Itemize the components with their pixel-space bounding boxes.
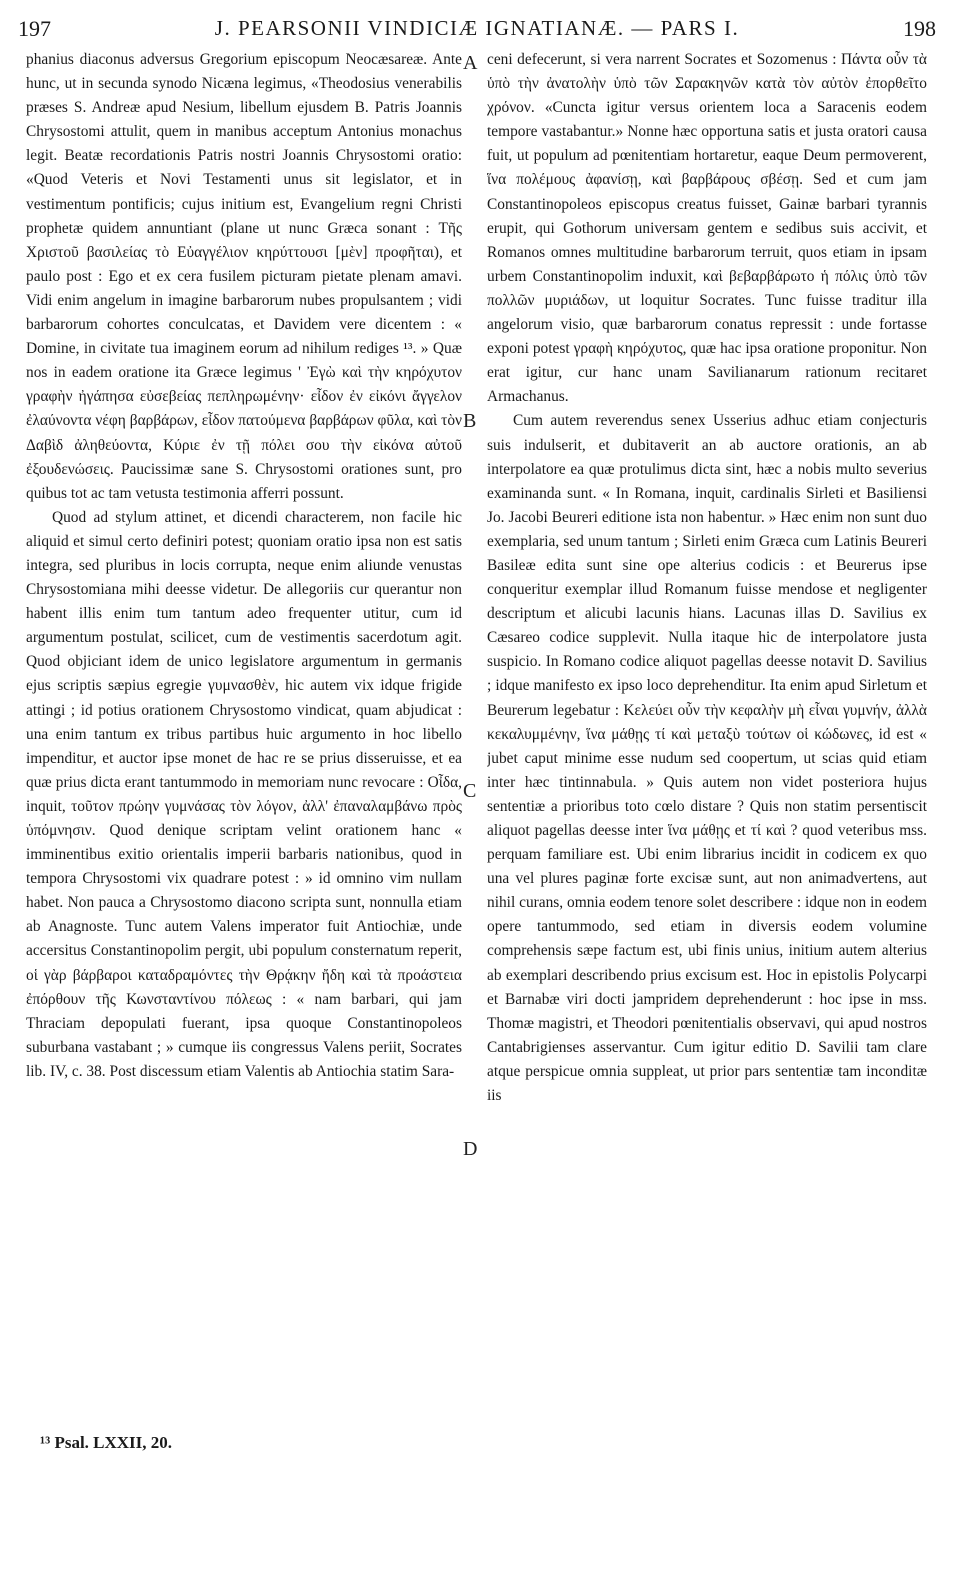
page-number-left: 197 bbox=[18, 16, 51, 41]
running-header bbox=[14, 12, 940, 42]
left-paragraph-1: phanius diaconus adversus Gregorium episcopum Neocæsareæ. Ante hunc, ut in secunda synodo Nicæna legimus, «Theodosius venerabilis præses S. Andreæ apud Nesium, libellum ejusdem B. Patris Joannis Chrysostomi attulit, quem in manibus acceptum Antonius monachus legit. Beatæ recordationis Patris nostri Joannis Chrysostomi oratio: «Quod Veteris et Novi Testamenti unus sit legislator, et in vestimentum pontificis; cujus initium est, Evangelium regni Christi prophetæ quidem annuntiant (plane ut nunc Græca sonant : Τῆς Χριστοῦ βασιλείας τὸ Εὐαγγέλιον κηρύττουσι [μὲν] προφῆται), et paulo post : Ego et ex cera fusilem picturam pietate plenam amavi. Vidi enim angelum in imagine barbarorum nubes propulsantem ; vidi barbarorum cohortes conculcatas, et Davidem vere dicentem : « Domine, in civitate tua imaginem eorum ad nihilum rediges ¹³. » Quæ nos in eadem oratione ita Græce legimus ' Ἐγὼ καὶ τὴν κηρόχυτον γραφὴν ἠγάπησα εὐσεβείας πεπληρωμένην· εἶδον ἐν εἰκόνι ἄγγελον ἐλαύνοντα νέφη βαρβάρων, εἶδον πατούμενα βαρβάρων φῦλα, καὶ τὸν Δαβὶδ ἀληθεύοντα, Κύριε ἐν τῇ πόλει σου τὴν εἰκόνα αὐτοῦ ἐξουδενώσεις. Paucissimæ sane S. Chrysostomi orationes sunt, pro quibus tot ac tam vetusta testimonia afferri possunt. bbox=[26, 51, 462, 502]
section-marker-d: D bbox=[463, 1138, 478, 1160]
footnote: ¹³ Psal. LXXII, 20. bbox=[40, 1433, 173, 1452]
section-marker-b: B bbox=[463, 410, 477, 432]
right-column bbox=[487, 48, 927, 1388]
left-column bbox=[26, 48, 462, 1388]
right-paragraph-1: ceni defecerunt, si vera narrent Socrates et Sozomenus : Πάντα οὖν τὰ ὑπὸ τὴν ἀνατολὴν ὑπὸ τῶν Σαρακηνῶν κατὰ τὸν αὐτὸν ἐπορθεῖτο χρόνον. «Cuncta igitur versus orientem loca a Saracenis eodem tempore vastabantur.» Nonne hæc opportuna satis et justa oratori causa fuit, ut populum ad pœnitentiam hortaretur, eaque Deum permoverent, ἵνα πολέμους ἀφανίσῃ, καὶ βαρβάρους σβέσῃ. Sed et cum jam Constantinopoleos episcopus creatus fuisset, Gainæ barbari tyrannis erupit, qui Gothorum universam gentem e sedibus suis accivit, et Romanos omnes multitudine barbarorum terruit, quos etiam in ipsam urbem Constantinopolim induxit, καὶ βεβαρβάρωτο ἡ πόλις ὑπὸ τῶν πολλῶν μυριάδων, ut loquitur Socrates. Tunc fuisse traditur illa angelorum visio, quæ barbarorum conatus repressit : unde fortasse exponi potest γραφὴ κηρόχυτος, quæ hac ipsa oratione proponitur. Non erat igitur, cur hanc unam Savilianarum rationum recitaret Armachanus. bbox=[487, 51, 927, 406]
section-marker-c: C bbox=[463, 780, 477, 802]
right-paragraph-2: Cum autem reverendus senex Usserius adhuc etiam conjecturis suis indulserit, et dubitaverit an ab auctore orationis, an ab interpolatore ea quæ protulimus dicta sint, hæc a nobis multo severius examinanda sunt. « In Romana, inquit, cardinalis Sirleti et Basiliensi Jo. Jacobi Beureri editione ista non habentur. » Hæc enim non sunt duo exemplaria, sed unum tantum ; Sirleti enim Græca cum Latinis Beureri Basileæ edita sunt sine ope alterius codicis : et Beurerus ipse conqueritur exemplar illud Romanum fuisse mendose et negligenter descriptum et alicubi lacunis hians. Lacunas illas D. Savilius ex Cæsareo codice supplevit. Nulla itaque hic de interpolatore justa suspicio. In Romano codice aliquot pagellas deesse notavit D. Savilius ; idque manifesto ex ipso loco deprehenditur. Ita enim apud Sirletum et Beurerum legebatur : Κελεύει οὖν τὴν κεφαλὴν μὴ εἶναι γυμνήν, ἀλλὰ κεκαλυμμένην, ἵνα μάθῃς τί καὶ μεταξὺ τούτων οἱ κώδωνες, id est « jubet caput minime esse nudum sed coopertum, ut scias quid etiam inter hæc tintinnabula. » Quis autem non videt posteriora hujus sententiæ a prioribus toto cœlo distare ? Quis non statim persentiscit aliquot pagellas deesse inter ἵνα μάθῃς et τί καὶ ? quod veteribus mss. perquam familiare est. Ubi enim librarius incidit in codicem ex quo una vel plures paginæ forte excisæ sunt, aut non animadvertens, aut nihil curans, omnia eodem tenore solet describere : idque non in eodem opere tantummodo, sed etiam in diversis eodem volumine comprehensis sæpe factum est, ubi finis unius, initium autem alterius ab exemplari describendo prius excisum est. Hoc in epistolis Polycarpi et Barnabæ viri docti jampridem deprehenderunt : hoc ipse in mss. Thomæ magistri, et Theodori pœnitentialis observavi, qui apud nostros Cantabrigienses asservantur. Cum igitur editio D. Savilii tam clare atque perspicue omnia suppleat, ut prior pars sententiæ tam inconditæ iis bbox=[487, 412, 927, 1105]
left-paragraph-2: Quod ad stylum attinet, et dicendi characterem, non facile hic aliquid et simul certo definiri potest; quoniam oratio ipsa non est satis integra, sed pluribus in locis corrupta, neque enim aliunde venustas Chrysostomiana mihi deesse videtur. De allegoriis cur querantur non habent illis enim tum tantum adeo frequenter utitur, cum id argumentum postulat, scilicet, cum de vestimentis sacerdotum agit. Quod objiciant idem de unico legislatore argumentum in germanis ejus scriptis sæpius egregie γυμνασθὲν, hic autem vix idque frigide attingi ; id potius orationem Chrysostomo vindicat, quam abjudicat : una enim tantum ex tribus partibus huic argumento in hoc libello impenditur, et auctor ipse monet de hac re se prius disseruisse, et ea quæ prius dicta erant tantummodo in memoriam nunc revocare : Οἶδα, inquit, τοῦτον πρώην γυμνάσας τὸν λόγον, ἀλλ' ἐπαναλαμβάνω πρὸς ὑπόμνησιν. Quod denique scriptam velint orationem hanc « imminentibus exitio orientalis imperii barbaris nationibus, quod in tempora Chrysostomi vix quadrare potest : » id omnino vim nullam habet. Non pauca a Chrysostomo diacono scripta sunt, nonnulla etiam ab Anagnoste. Tunc autem Valens imperator fuit Antiochiæ, unde accersitus Constantinopolim pergit, ubi populum consternatum reperit, οἱ γὰρ βάρβαροι καταδραμόντες τὴν Θρᾴκην ἤδη καὶ τὰ προάστεια ἐπόρθουν τῆς Κωνσταντίνου πόλεως : « nam barbari, qui jam Thraciam depopulati fuerant, ipsa quoque Constantinopoleos suburbana vastabant ; » cumque iis congressus Valens periit, Socrates lib. IV, c. 38. Post discessum etiam Valentis ab Antiochia statim Sara- bbox=[26, 508, 462, 1080]
page-number-right: 198 bbox=[903, 16, 936, 41]
section-marker-a: A bbox=[463, 52, 478, 74]
running-title: J. PEARSONII VINDICIÆ IGNATIANÆ. — PARS I. bbox=[214, 16, 740, 40]
